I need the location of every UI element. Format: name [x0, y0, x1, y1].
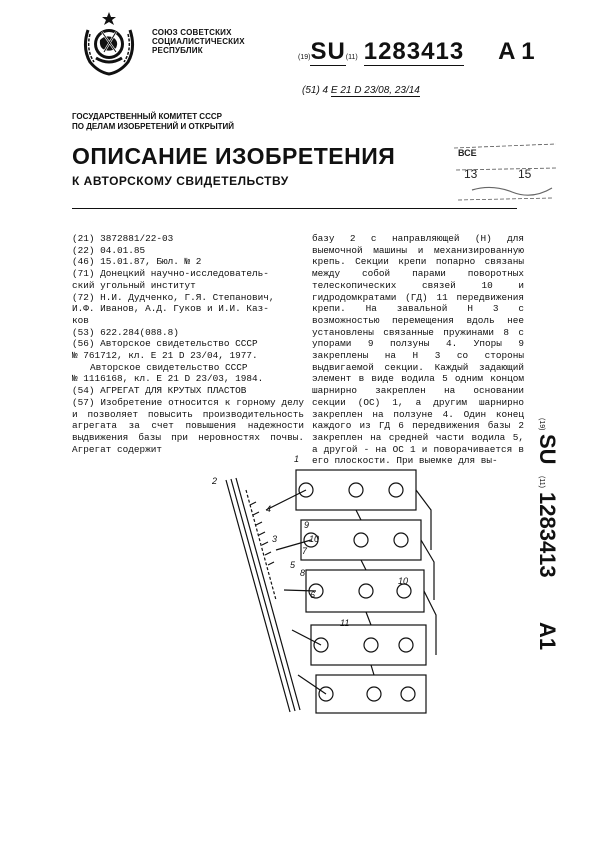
library-stamp: [452, 140, 560, 212]
side-code-11: (11): [538, 476, 545, 488]
filing-date: (22) 04.01.85: [72, 244, 146, 256]
code-19: (19): [298, 54, 311, 61]
stamp-line: ВСЕ: [458, 148, 477, 158]
abstract-continued: базу 2 с направляющей (Н) для выемочной машины и механизированную крепь. Секции крепи попарно связаны между собой парами поворотных телескопических связей 10 и гидродомкратами (ГД) 11 передвижения крепи. На завальной Н 3 с возможностью перемещения вдоль нее установлены связанные пружинами 8 с упорами 9 ползуны 4. Упоры 9 закреплены на Н 3 со стороны выдвигаемой секции. Каждый задающий элемент в виде водила 5 одним концом шарнирно закреплен на основании секции (ОС) 1, а другим шарнирно закреплен на ползуне 4. Один конец каждого из ГД 6 передвижения базы 2 закреплен на средней части водила 5, а другой - на ОС 1 и поворачивается в его плоскости. При выемке для вы-: [312, 233, 524, 467]
side-patent-label: [532, 412, 564, 662]
reference: (56) Авторское свидетельство СССР: [72, 338, 258, 350]
inventors: И.Ф. Иванов, А.Д. Гуков и И.И. Каз-: [72, 303, 269, 315]
kind-code: A 1: [498, 38, 535, 65]
udc: (53) 622.284(088.8): [72, 326, 179, 338]
ipc-value: Е 21 D 23/08, 23/14: [330, 85, 420, 96]
union-name: [152, 28, 245, 55]
figure-label: 3: [272, 534, 278, 544]
union-line: СОЦИАЛИСТИЧЕСКИХ: [152, 37, 245, 46]
figure-label: 1: [294, 454, 300, 464]
committee-name: [72, 112, 234, 132]
figure-label: 5: [290, 560, 296, 570]
abstract-start: (57) Изобретение относится к горному делу и позволяет повысить производительность агрегата за счет повышения надежности выдвижения базы при неровностях почвы. Агрегат содержит: [72, 396, 304, 455]
figure-label: 4: [266, 504, 272, 514]
figure-label: 8: [300, 568, 306, 578]
reference: № 761712, кл. Е 21 D 23/04, 1977.: [72, 350, 258, 362]
code-51: (51) 4: [302, 85, 329, 96]
side-kind: A1: [535, 622, 560, 651]
publication-date: (46) 15.01.87, Бюл. № 2: [72, 256, 202, 268]
patent-number: 1283413: [363, 38, 465, 65]
ipc-class: [302, 85, 420, 96]
reference: Авторское свидетельство СССР: [90, 361, 248, 373]
inventors: (72) Н.И. Дудченко, Г.Я. Степанович,: [72, 291, 275, 303]
inventors: ков: [72, 314, 89, 326]
figure-label: 2: [212, 476, 218, 486]
publication-number: [298, 38, 535, 66]
stamp-line: 13: [464, 167, 478, 181]
reference: № 1116168, кл. Е 21 D 23/03, 1984.: [72, 373, 264, 385]
union-line: РЕСПУБЛИК: [152, 46, 203, 55]
bibliographic-column: [72, 233, 304, 455]
header-divider: [72, 208, 517, 209]
figure-label: 9: [304, 520, 310, 530]
figure-label: 10: [309, 534, 320, 544]
figure-label: 7: [302, 546, 308, 556]
document-subtitle: К АВТОРСКОМУ СВИДЕТЕЛЬСТВУ: [72, 174, 289, 188]
applicant: ский угольный институт: [72, 279, 196, 291]
document-title: ОПИСАНИЕ ИЗОБРЕТЕНИЯ: [72, 143, 396, 169]
code-11: (11): [345, 54, 358, 61]
figure-label: 11: [340, 618, 350, 628]
applicant: (71) Донецкий научно-исследователь-: [72, 268, 269, 280]
figure-label: 10: [398, 576, 409, 586]
figure-label: 6: [310, 590, 316, 600]
side-code-19: (19): [538, 418, 545, 431]
patent-drawing: [206, 450, 451, 720]
committee-line: ПО ДЕЛАМ ИЗОБРЕТЕНИЙ И ОТКРЫТИЙ: [72, 122, 235, 131]
union-line: СОЮЗ СОВЕТСКИХ: [152, 28, 232, 37]
application-number: (21) 3872881/22-03: [72, 233, 174, 244]
committee-line: ГОСУДАРСТВЕННЫЙ КОМИТЕТ СССР: [72, 112, 222, 121]
side-number: 1283413: [535, 492, 560, 578]
country-code: SU: [310, 38, 346, 65]
ussr-emblem-icon: [78, 8, 140, 76]
stamp-line: 15: [518, 167, 532, 181]
side-country: SU: [535, 434, 560, 465]
invention-title: (54) АГРЕГАТ ДЛЯ КРУТЫХ ПЛАСТОВ: [72, 385, 247, 397]
